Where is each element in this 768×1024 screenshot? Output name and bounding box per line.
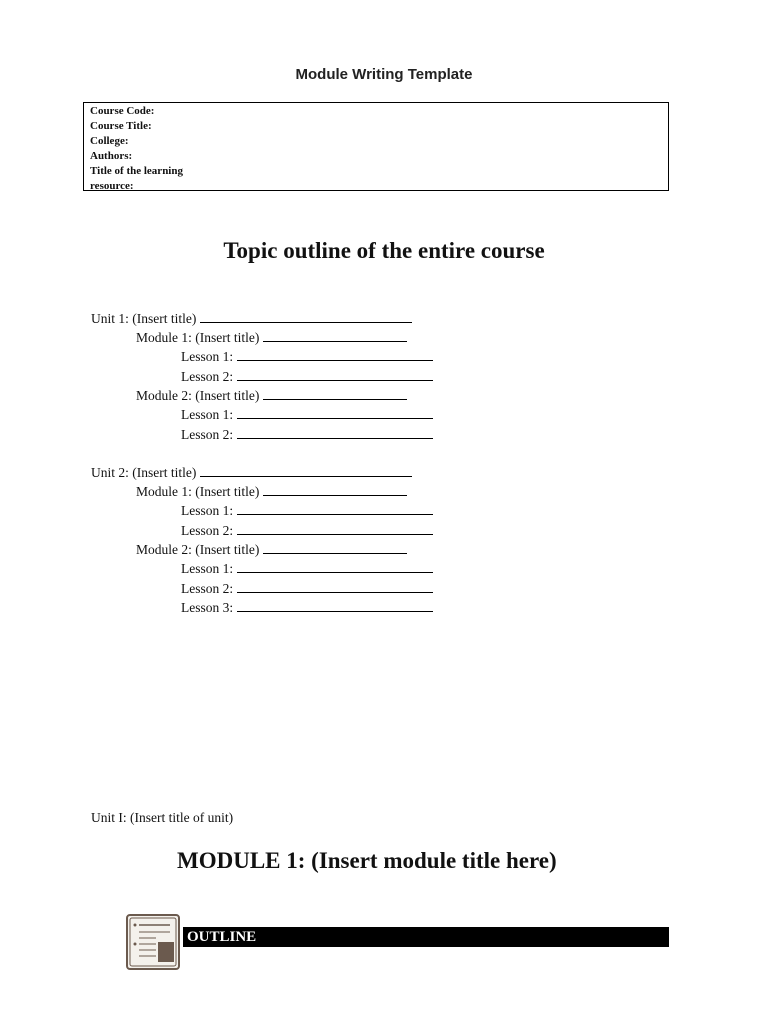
title-blank [237,580,433,593]
unit-2-module-2-line: Module 2: (Insert title) [136,541,407,558]
unit-2-line: Unit 2: (Insert title) [91,464,412,481]
topic-outline-heading: Topic outline of the entire course [223,238,545,263]
document-title: Module Writing Template [295,66,473,83]
title-blank [200,464,412,477]
unit-1-module-2-line: Module 2: (Insert title) [136,387,407,404]
title-blank [263,329,407,342]
authors-label: Authors: [90,150,133,162]
title-blank [237,502,433,515]
unit-2-module-1-line: Module 1: (Insert title) [136,483,407,500]
unit-2-module-2-lesson-1: Lesson 1: [181,560,433,577]
course-info-box [83,102,669,191]
unit-2-module-1-lesson-2: Lesson 2: [181,522,433,539]
unit-1-line: Unit 1: (Insert title) [91,310,412,327]
title-blank [263,387,407,400]
title-blank [263,541,407,554]
unit-1-module-1-line: Module 1: (Insert title) [136,329,407,346]
title-blank [237,560,433,573]
outline-document-icon [126,914,180,970]
unit-2-module-2-lesson-3: Lesson 3: [181,599,433,616]
college-label: College: [90,135,129,147]
course-code-label: Course Code: [90,105,155,117]
title-blank [200,310,412,323]
title-blank [237,348,433,361]
title-blank [237,426,433,439]
unit-1-module-1-lesson-1: Lesson 1: [181,348,433,365]
title-blank [237,406,433,419]
title-blank [263,483,407,496]
title-blank [237,599,433,612]
title-blank [237,368,433,381]
unit-1-module-2-lesson-1: Lesson 1: [181,406,433,423]
module-heading: MODULE 1: (Insert module title here) [177,848,557,873]
unit-1-module-2-lesson-2: Lesson 2: [181,426,433,443]
outline-section-bar: OUTLINE [183,927,669,947]
learning-resource-label-line1: Title of the learning [90,165,183,177]
unit-2-module-1-lesson-1: Lesson 1: [181,502,433,519]
title-blank [237,522,433,535]
course-title-label: Course Title: [90,120,152,132]
learning-resource-label-line2: resource: [90,180,134,192]
unit-2-module-2-lesson-2: Lesson 2: [181,580,433,597]
unit-1-module-1-lesson-2: Lesson 2: [181,368,433,385]
unit-title-line: Unit I: (Insert title of unit) [91,810,234,825]
